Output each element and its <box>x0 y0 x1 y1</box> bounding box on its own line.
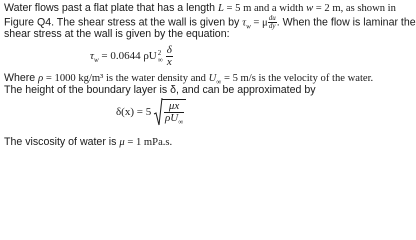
width-symbol: w <box>306 3 314 14</box>
wall-shear-equation: $\tau_w = 0.0644$ ρU 2 ∞ $\frac{\delta}{x}$ <box>90 44 172 68</box>
radical-sign-icon <box>154 97 163 127</box>
boundary-layer-equation: δ(x) = 5 $\frac{\mu x}{\rho U_\infty}$ <box>116 99 186 126</box>
tau-symbol: τ <box>242 17 247 29</box>
delta-over-x-fraction: $\frac{\delta}{x}$ <box>166 44 172 68</box>
intro-line-1: Water flows past a flat plate that has a length L = 5 m and a width w = 2 m, as shown in <box>4 2 396 14</box>
where-line-1: Where ρ = 1000 kg/m³ is the water density and $U_\infty = 5$ m/s is the velocity of the water. <box>4 72 374 87</box>
intro-line-2: Figure Q4. The shear stress at the wall is given by $\tau_w = \mu$ $\frac{du}{dy}$ . When the flow is laminar the <box>4 14 416 31</box>
du-dy-fraction: $\frac{du}{dy}$ <box>268 14 276 30</box>
u-symbol: U <box>208 73 217 84</box>
length-symbol: L <box>217 3 224 14</box>
length-value: = 5 m and a width <box>223 3 307 14</box>
mu-symbol: μ <box>119 137 125 148</box>
rho-symbol: ρ <box>38 73 44 84</box>
square-root <box>154 99 186 126</box>
viscosity-line: The viscosity of water is μ = 1 mPa.s. <box>4 136 173 148</box>
where-line-2: The height of the boundary layer is δ, and can be approximated by <box>4 84 316 96</box>
mu-x-over-rho-u-fraction: $\frac{\mu x}{\rho U_\infty}$ <box>164 100 184 127</box>
width-value: = 2 m, as shown in <box>313 3 396 14</box>
intro-line-3: shear stress at the wall is given by the equation: <box>4 28 230 40</box>
